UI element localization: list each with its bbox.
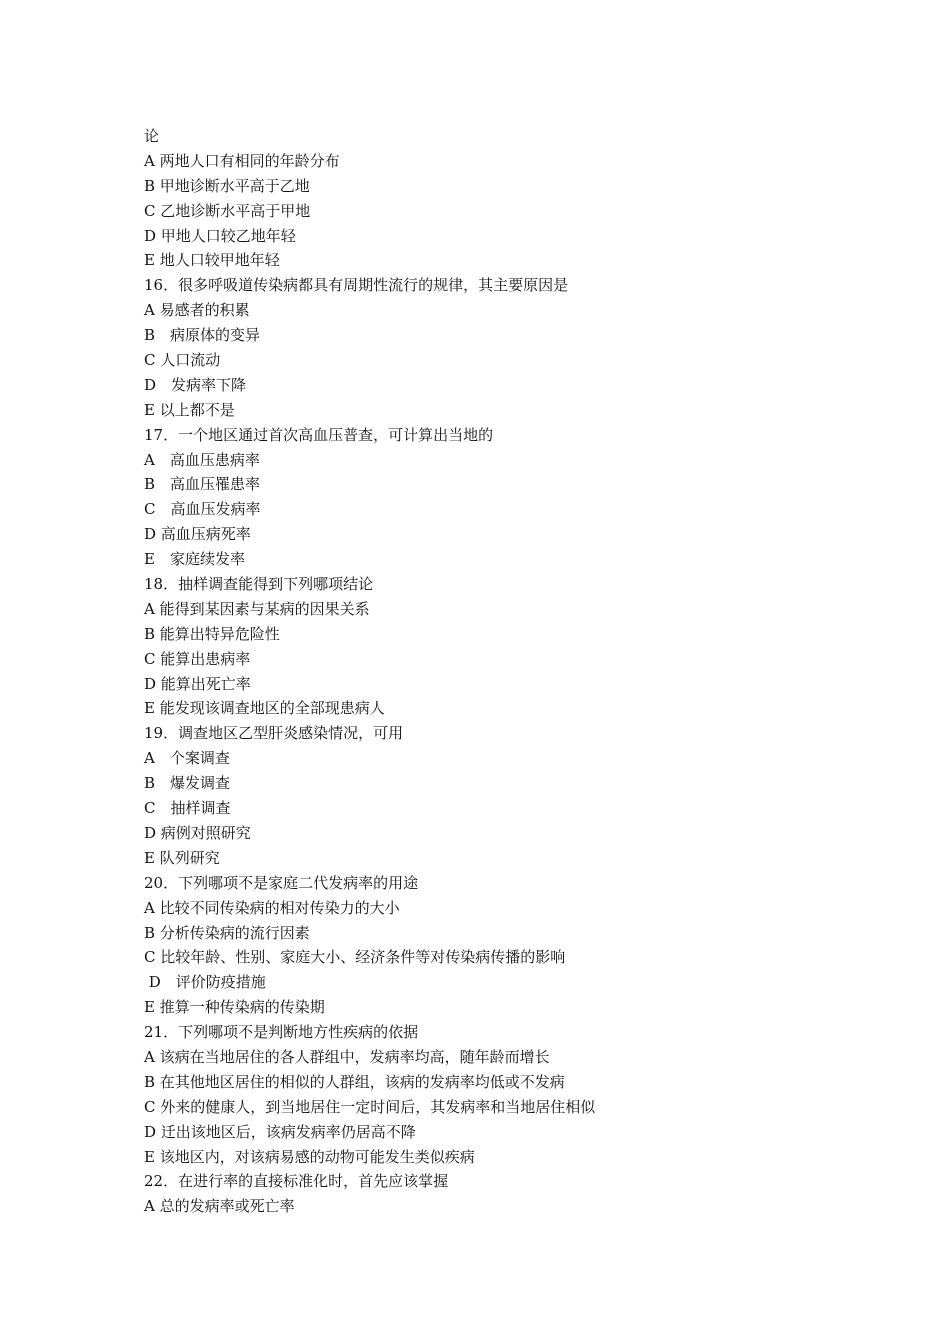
text-line: 16．很多呼吸道传染病都具有周期性流行的规律，其主要原因是 <box>144 276 569 295</box>
text-line: E 该地区内，对该病易感的动物可能发生类似疾病 <box>144 1147 475 1166</box>
text-line: C 人口流动 <box>144 351 221 370</box>
text-line: D 发病率下降 <box>144 375 247 394</box>
text-line: C 高血压发病率 <box>144 500 261 519</box>
text-line: A 个案调查 <box>144 749 230 768</box>
text-line: C 比较年龄、性别、家庭大小、经济条件等对传染病传播的影响 <box>144 948 566 967</box>
text-line: E 能发现该调查地区的全部现患病人 <box>144 699 385 718</box>
text-line: C 乙地诊断水平高于甲地 <box>144 201 311 220</box>
text-line: B 高血压罹患率 <box>144 475 261 494</box>
text-line: B 甲地诊断水平高于乙地 <box>144 176 310 195</box>
text-line: A 能得到某因素与某病的因果关系 <box>144 599 370 618</box>
document-body <box>144 124 904 1219</box>
text-line: E 家庭续发率 <box>144 550 245 569</box>
text-line: A 该病在当地居住的各人群组中，发病率均高，随年龄而增长 <box>144 1047 550 1066</box>
text-line: B 病原体的变异 <box>144 326 261 345</box>
text-line: 22．在进行率的直接标准化时，首先应该掌握 <box>144 1172 449 1191</box>
text-line: E 队列研究 <box>144 848 220 867</box>
text-line: 论 <box>144 127 160 145</box>
text-line: 19．调查地区乙型肝炎感染情况，可用 <box>144 724 404 743</box>
text-line: A 易感者的积累 <box>144 301 250 320</box>
text-line: C 外来的健康人，到当地居住一定时间后，其发病率和当地居住相似 <box>144 1097 596 1116</box>
text-line: B 能算出特异危险性 <box>144 624 280 643</box>
text-line: D 高血压病死率 <box>144 525 251 544</box>
text-line: A 高血压患病率 <box>144 450 260 469</box>
text-line: D 迁出该地区后，该病发病率仍居高不降 <box>144 1122 416 1141</box>
text-line: 21．下列哪项不是判断地方性疾病的依据 <box>144 1023 419 1042</box>
text-line: B 爆发调查 <box>144 774 231 793</box>
text-line: D 能算出死亡率 <box>144 674 251 693</box>
text-line: 18．抽样调查能得到下列哪项结论 <box>144 575 374 594</box>
text-line: C 抽样调查 <box>144 799 231 818</box>
text-line: D 病例对照研究 <box>144 823 251 842</box>
text-line: B 分析传染病的流行因素 <box>144 923 310 942</box>
text-line: E 以上都不是 <box>144 400 235 419</box>
text-line: A 两地人口有相同的年龄分布 <box>144 151 340 170</box>
text-line: A 总的发病率或死亡率 <box>144 1197 295 1216</box>
text-line: D 甲地人口较乙地年轻 <box>144 226 296 245</box>
text-line: E 地人口较甲地年轻 <box>144 251 280 270</box>
text-line: B 在其他地区居住的相似的人群组，该病的发病率均低或不发病 <box>144 1072 565 1091</box>
text-line: E 推算一种传染病的传染期 <box>144 998 325 1017</box>
text-line: A 比较不同传染病的相对传染力的大小 <box>144 898 400 917</box>
text-line: 20．下列哪项不是家庭二代发病率的用途 <box>144 873 419 892</box>
text-line: C 能算出患病率 <box>144 649 251 668</box>
text-line: D 评价防疫措施 <box>144 973 266 992</box>
text-line: 17．一个地区通过首次高血压普查，可计算出当地的 <box>144 425 494 444</box>
